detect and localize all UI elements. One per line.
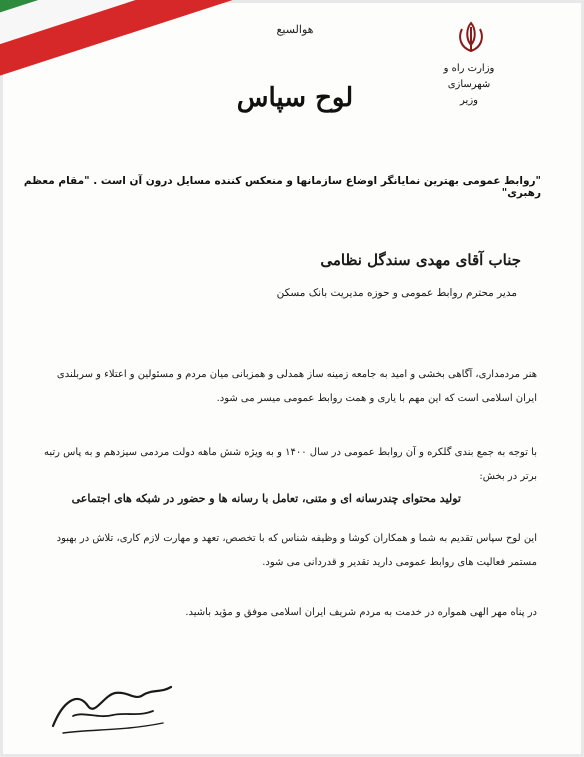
award-category: تولید محتوای چندرسانه ای و متنی، تعامل با رسانه ها و حضور در شبکه های اجتماعی (71, 492, 461, 505)
certificate-title: لوح سپاس (236, 83, 354, 113)
ministry-name: وزارت راه و شهرسازی (443, 63, 495, 90)
recipient-name: جناب آقای مهدی سندگل نظامی (320, 251, 521, 269)
body-paragraph-1: هنر مردمداری، آگاهی بخشی و امید به جامعه زمینه ساز همدلی و همزبانی میان مردم و مسئولین و اعتلاء و سربلندی ایران اسلامی است که این مهم با یاری و همت روابط عمومی میسر می شود. (56, 369, 537, 404)
body-paragraph-2: با توجه به جمع بندی گلکره و آن روابط عمومی در سال ۱۴۰۰ و به ویژه شش ماهه دولت مردمی سیزدهم و به پاس رتبه برتر در بخش: (44, 447, 537, 482)
handwritten-signature (43, 671, 183, 741)
body-paragraph-3: این لوح سپاس تقدیم به شما و همکاران کوشا و وظیفه شناس که با تخصص، تعهد و مهارت لازم کاری، تلاش در بهبود مستمر فعالیت های روابط عمومی دارید تقدیر و قدردانی می شود. (56, 533, 537, 568)
minister-label: وزیر (460, 95, 478, 106)
closing-wish: در پناه مهر الهی همواره در خدمت به مردم شریف ایران اسلامی موفق و مؤید باشید. (185, 607, 537, 618)
basmala-text: هوالسیع (276, 23, 314, 36)
leader-quote: "روابط عمومی بهترین نمایانگر اوضاع سازمانها و منعکس کننده مسایل درون آن است . "مقام معظم رهبری" (23, 175, 541, 199)
iran-flag-ribbon (0, 0, 257, 79)
recipient-role: مدیر محترم روابط عمومی و حوزه مدیریت بانک مسکن (276, 287, 517, 299)
